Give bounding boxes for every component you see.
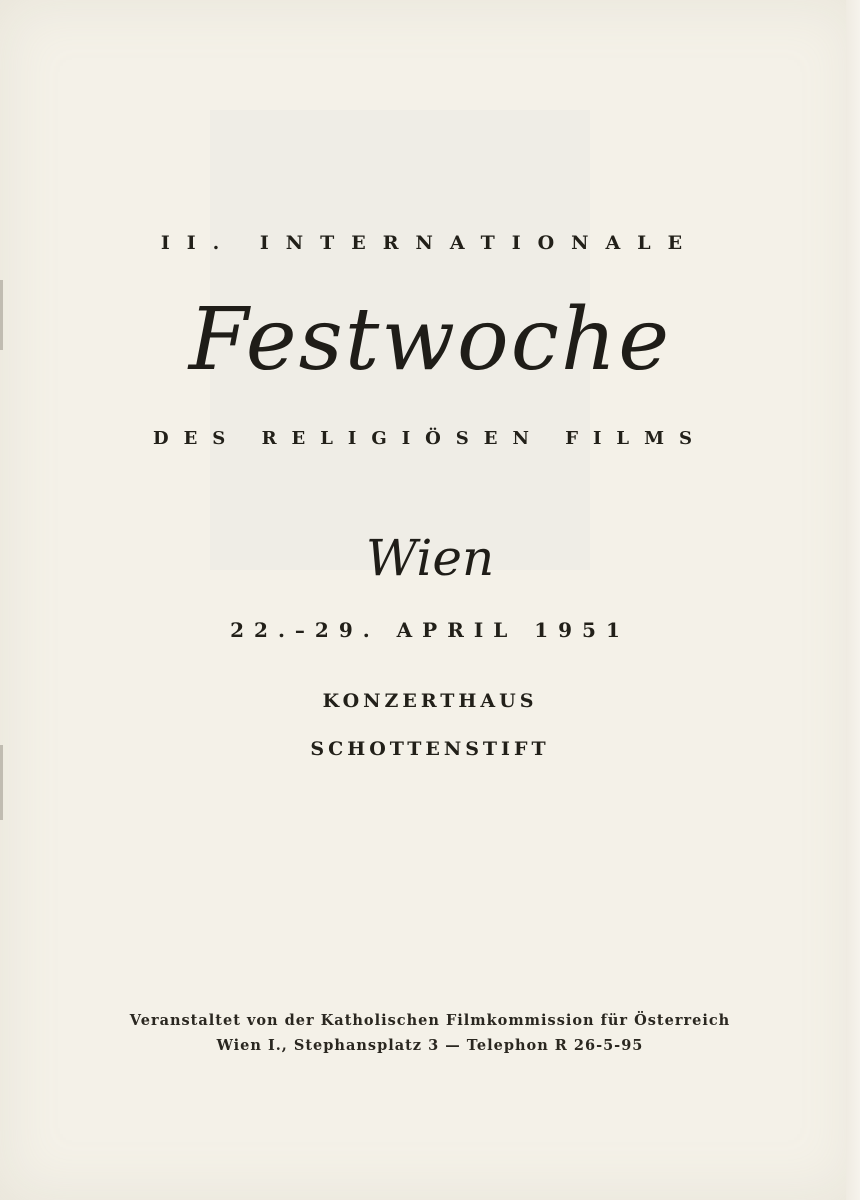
event-dates: 22.–29. APRIL 1951 — [230, 618, 630, 642]
venue-konzerthaus: KONZERTHAUS — [322, 690, 538, 712]
festival-title: Festwoche — [188, 290, 672, 390]
city-name: Wien — [365, 529, 495, 587]
venue-schottenstift: SCHOTTENSTIFT — [310, 738, 550, 760]
address-line: Wien I., Stephansplatz 3 — Telephon R 26-5-95 — [216, 1037, 644, 1054]
organizer-line: Veranstaltet von der Katholischen Filmkommission für Österreich — [129, 1012, 731, 1029]
edition-heading: II. INTERNATIONALE — [160, 232, 700, 254]
festival-subtitle: DES RELIGIÖSEN FILMS — [152, 428, 708, 449]
